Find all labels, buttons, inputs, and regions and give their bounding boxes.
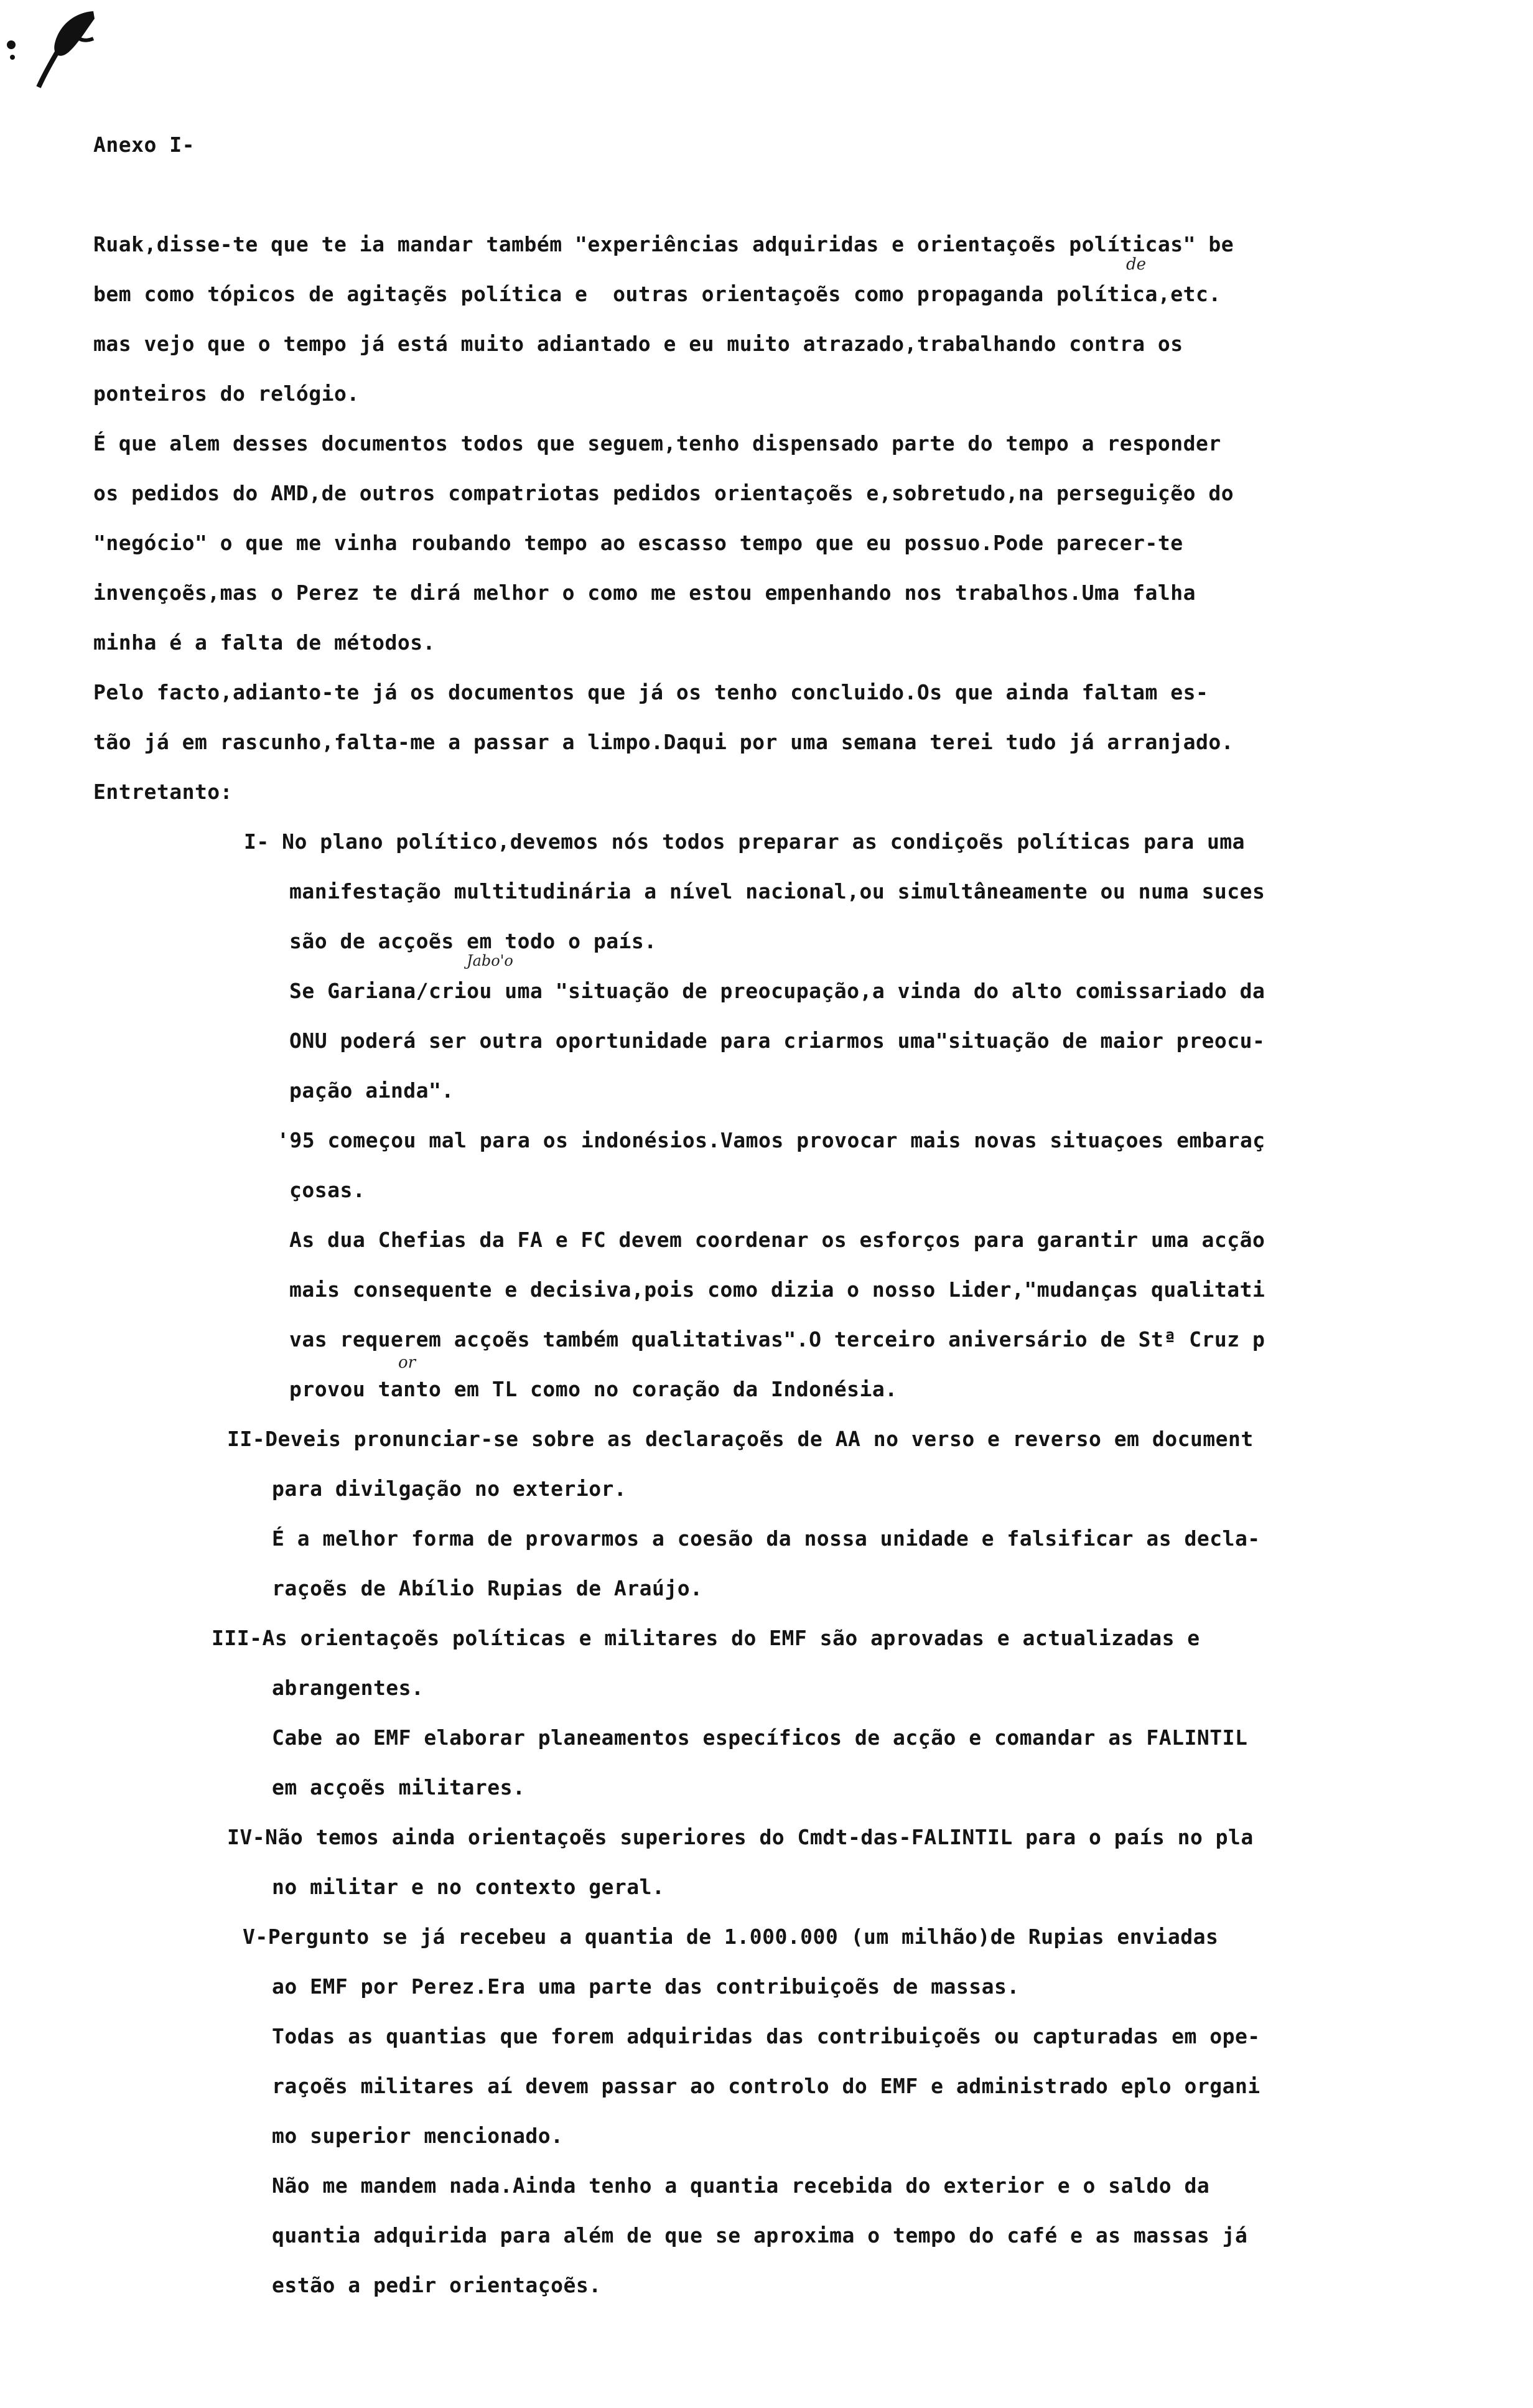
item-line: II-Deveis pronunciar-se sobre as declaraçoẽs de AA no verso e reverso em document (227, 1427, 1254, 1451)
item-line: mais consequente e decisiva,pois como dizia o nosso Lider,"mudanças qualitati (289, 1277, 1265, 1302)
item-line: manifestação multitudinária a nível nacional,ou simultâneamente ou numa suces (289, 879, 1265, 903)
item-line: ao EMF por Perez.Era uma parte das contribuiçoẽs de massas. (272, 1974, 1020, 1999)
item-line: pação ainda". (289, 1078, 454, 1103)
intro-line: os pedidos do AMD,de outros compatriotas pedidos orientaçoẽs e,sobretudo,na perseguiçẽo do (93, 481, 1234, 505)
item-line: I- No plano político,devemos nós todos preparar as condiçoẽs políticas para uma (244, 829, 1246, 854)
item-line: raçoẽs de Abílio Rupias de Araújo. (272, 1576, 703, 1600)
item-line: Se Gariana/criou uma "situação de preocupação,a vinda do alto comissariado da (289, 979, 1265, 1003)
intro-line: "negócio" o que me vinha roubando tempo ao escasso tempo que eu possuo.Pode parecer-te (93, 531, 1183, 555)
item-line: para divilgação no exterior. (272, 1477, 627, 1501)
item-line: abrangentes. (272, 1676, 424, 1700)
intro-line: É que alem desses documentos todos que seguem,tenho dispensado parte do tempo a responder (93, 431, 1221, 455)
item-line: III-As orientaçoẽs políticas e militares do EMF são aprovadas e actualizadas e (212, 1626, 1200, 1650)
item-line: Cabe ao EMF elaborar planeamentos específicos de acção e comandar as FALINTIL (272, 1725, 1248, 1750)
item-line: É a melhor forma de provarmos a coesão da nossa unidade e falsificar as decla- (272, 1526, 1260, 1551)
item-line: V-Pergunto se já recebeu a quantia de 1.000.000 (um milhão)de Rupias enviadas (243, 1925, 1219, 1949)
annex-heading: Anexo I- (93, 133, 195, 157)
intro-line: mas vejo que o tempo já está muito adiantado e eu muito atrazado,trabalhando contra os (93, 332, 1183, 356)
item-line: Todas as quantias que forem adquiridas das contribuiçoẽs ou capturadas em ope- (272, 2024, 1260, 2048)
item-line: raçoẽs militares aí devem passar ao controlo do EMF e administrado eplo organi (272, 2074, 1260, 2098)
item-line: ONU poderá ser outra oportunidade para criarmos uma"situação de maior preocu- (289, 1029, 1265, 1053)
item-line: vas requerem acçoẽs também qualitativas".O terceiro aniversário de Stª Cruz p (289, 1327, 1265, 1351)
item-line: estão a pedir orientaçoẽs. (272, 2273, 602, 2297)
item-line: Não me mandem nada.Ainda tenho a quantia recebida do exterior e o saldo da (272, 2173, 1210, 2198)
intro-line: ponteiros do relógio. (93, 381, 360, 406)
item-line: em acçoẽs militares. (272, 1775, 526, 1799)
item-line: IV-Não temos ainda orientaçoẽs superiores do Cmdt-das-FALINTIL para o país no pla (227, 1825, 1254, 1849)
item-line: no militar e no contexto geral. (272, 1875, 665, 1899)
item-line: quantia adquirida para além de que se aproxima o tempo do café e as massas já (272, 2223, 1248, 2247)
handwritten-insertion: de (1126, 255, 1147, 274)
item-line: provou tanto em TL como no coração da Indonésia. (289, 1377, 898, 1401)
intro-line: Ruak,disse-te que te ia mandar também "experiências adquiridas e orientaçoẽs políticas" be (93, 232, 1234, 256)
item-line: çosas. (289, 1178, 366, 1202)
intro-line: bem como tópicos de agitaçẽs política e outras orientaçoẽs como propaganda política,etc. (93, 282, 1221, 306)
item-line: são de acçoẽs em todo o país. (289, 929, 657, 953)
intro-line: Pelo facto,adianto-te já os documentos que já os tenho concluido.Os que ainda faltam es- (93, 680, 1209, 704)
intro-line: Entretanto: (93, 780, 233, 804)
item-line: As dua Chefias da FA e FC devem coordenar os esforços para garantir uma acção (289, 1228, 1265, 1252)
handwritten-mark (0, 0, 118, 93)
item-line: mo superior mencionado. (272, 2124, 564, 2148)
intro-line: minha é a falta de métodos. (93, 630, 436, 655)
item-line: '95 começou mal para os indonésios.Vamos provocar mais novas situaçoes embaraç (277, 1128, 1265, 1152)
intro-line: tão já em rascunho,falta-me a passar a limpo.Daqui por uma semana terei tudo já arranjado. (93, 730, 1234, 754)
handwritten-insertion: or (398, 1353, 416, 1372)
intro-line: invençoẽs,mas o Perez te dirá melhor o como me estou empenhando nos trabalhos.Uma falha (93, 581, 1196, 605)
handwritten-insertion: Jabo'o (467, 952, 513, 969)
